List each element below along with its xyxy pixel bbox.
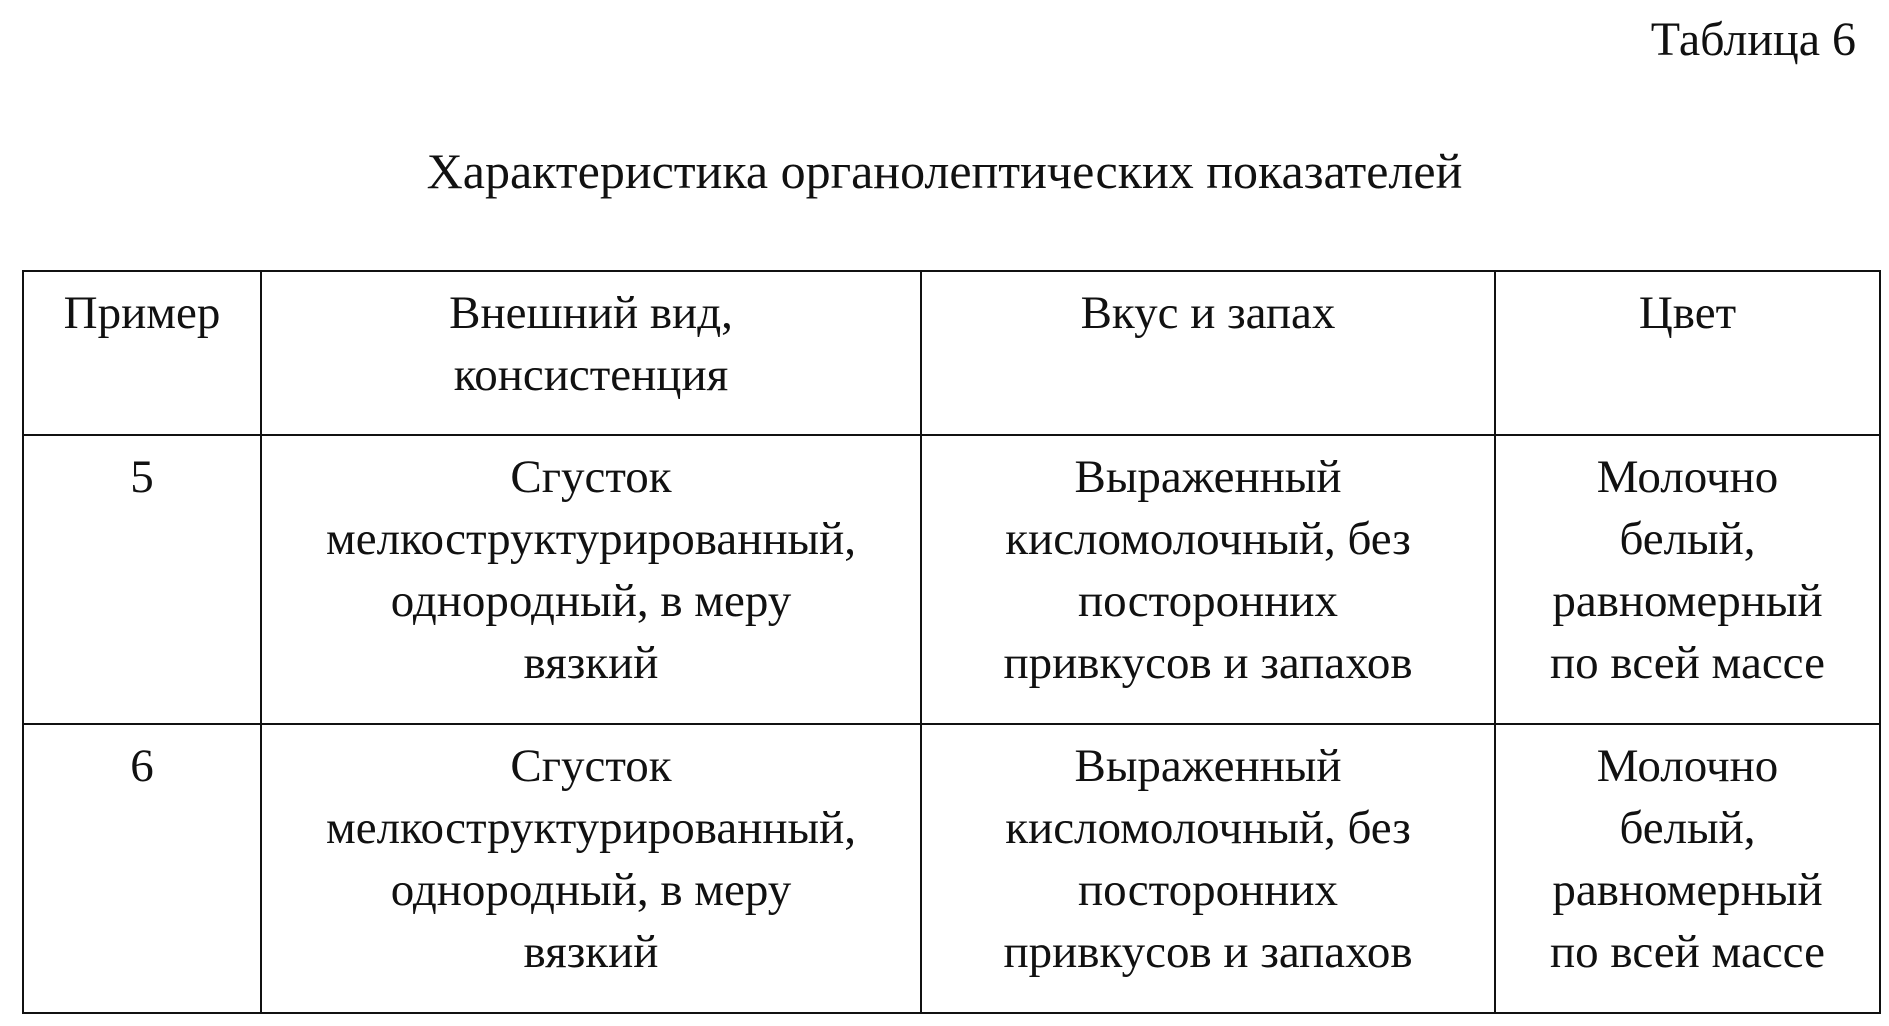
organoleptic-table: [22, 270, 1881, 1014]
cell-line: равномерный: [1552, 864, 1823, 916]
table-row: [23, 435, 1880, 724]
cell-line: Сгусток: [510, 740, 672, 792]
header-taste: [921, 271, 1495, 435]
cell-line: по всей массе: [1550, 637, 1825, 689]
cell-line: Выраженный: [1074, 740, 1342, 792]
header-line: Вкус и запах: [1080, 287, 1336, 339]
cell-line: Молочно: [1596, 740, 1779, 792]
cell-line: однородный, в меру: [390, 575, 792, 627]
cell-line: привкусов и запахов: [1003, 926, 1413, 978]
cell-line: привкусов и запахов: [1003, 637, 1413, 689]
cell-line: кисломолочный, без: [1005, 802, 1411, 854]
header-row: [23, 271, 1880, 435]
header-line: Внешний вид,: [449, 287, 733, 339]
table-title: Характеристика органолептических показателей: [426, 143, 1463, 199]
cell-color: [1495, 435, 1880, 724]
cell-example: [23, 724, 261, 1013]
header-line: Цвет: [1638, 287, 1737, 339]
cell-line: белый,: [1619, 513, 1756, 565]
cell-line: равномерный: [1552, 575, 1823, 627]
cell-example: [23, 435, 261, 724]
cell-line: посторонних: [1077, 864, 1339, 916]
header-color: [1495, 271, 1880, 435]
cell-line: мелкоструктурированный,: [325, 802, 857, 854]
cell-taste: [921, 724, 1495, 1013]
cell-line: кисломолочный, без: [1005, 513, 1411, 565]
header-line: Пример: [63, 287, 221, 339]
header-appearance: [261, 271, 921, 435]
table-number: Таблица 6: [1650, 13, 1856, 66]
cell-appearance: [261, 724, 921, 1013]
table-row: [23, 724, 1880, 1013]
example-number: 6: [130, 740, 154, 792]
cell-line: белый,: [1619, 802, 1756, 854]
header-line: консистенция: [453, 349, 729, 401]
cell-line: по всей массе: [1550, 926, 1825, 978]
cell-appearance: [261, 435, 921, 724]
header-example: [23, 271, 261, 435]
example-number: 5: [130, 451, 154, 503]
cell-line: Сгусток: [510, 451, 672, 503]
cell-line: посторонних: [1077, 575, 1339, 627]
cell-line: мелкоструктурированный,: [325, 513, 857, 565]
cell-line: Молочно: [1596, 451, 1779, 503]
cell-taste: [921, 435, 1495, 724]
cell-line: Выраженный: [1074, 451, 1342, 503]
cell-color: [1495, 724, 1880, 1013]
cell-line: вязкий: [523, 926, 659, 978]
cell-line: однородный, в меру: [390, 864, 792, 916]
cell-line: вязкий: [523, 637, 659, 689]
